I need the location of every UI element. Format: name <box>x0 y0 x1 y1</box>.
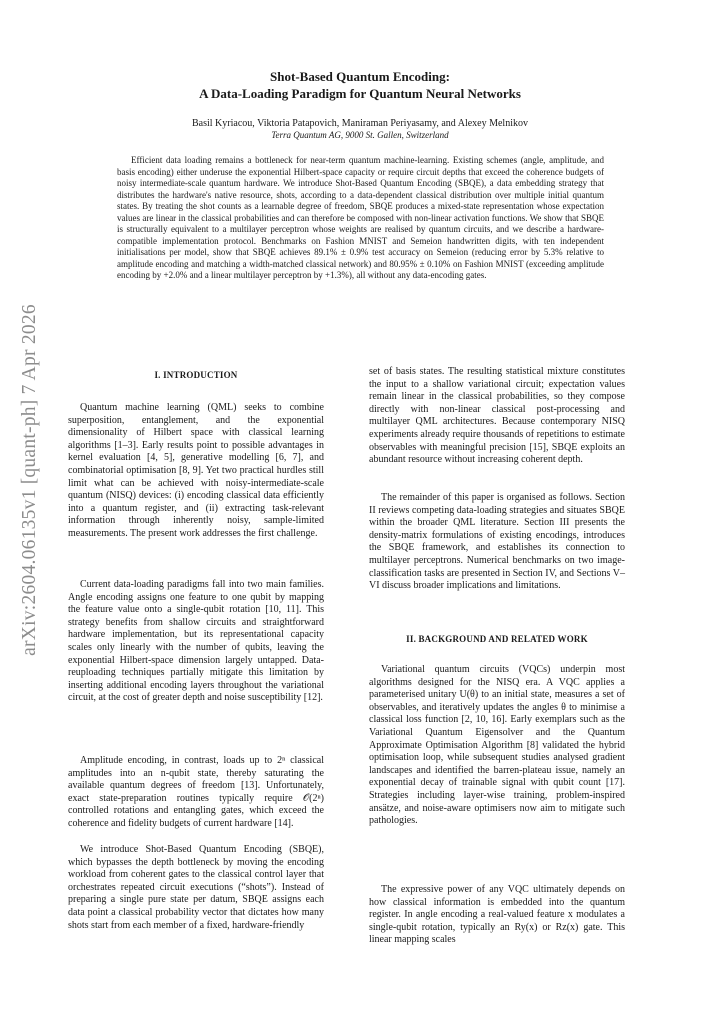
section-heading-background: II. BACKGROUND AND RELATED WORK <box>406 634 588 644</box>
abstract: Efficient data loading remains a bottleneck for near-term quantum machine-learning. Existing schemes (angle, amplitude, and basis encoding) either underuse the exponential Hilbert-space capacity or require circuit depths that exceed the coherence budgets of noisy intermediate-scale quantum hardware. We introduce Shot-Based Quantum Encoding (SBQE), a data embedding strategy that distributes the hardware's native resource, shots, according to a data-dependent classical distribution over multiple initial quantum states. By treating the shot counts as a learnable degree of freedom, SBQE produces a mixed-state representation whose expectation values are linear in the classical probabilities and can therefore be composed with non-linear activation functions. We show that SBQE is structurally equivalent to a multilayer perceptron whose weights are realised by quantum circuits, and we describe a hardware-compatible implementation protocol. Benchmarks on Fashion MNIST and Semeion handwritten digits, with ten independent initialisations per model, show that SBQE achieves 89.1% ± 0.9% test accuracy on Semeion (reducing error by 5.3% relative to amplitude encoding and matching a width-matched classical network) and 80.95% ± 0.10% on Fashion MNIST (exceeding amplitude encoding by +2.0% and a linear multilayer perceptron by +1.3%), all without any data-encoding gates. <box>117 155 604 281</box>
background-paragraph-1: Variational quantum circuits (VQCs) underpin most algorithms designed for the NISQ era. A VQC applies a parameterised unitary U(θ) to an initial state, measures a set of observables, and iteratively updates the angles θ to minimise a classical loss function [2, 10, 16]. Early exemplars such as the Variational Quantum Eigensolver and the Quantum Approximate Optimisation Algorithm [8] validated the hybrid optimisation loop, while subsequent studies analysed gradient landscapes and identified the barren-plateau issue, namely an exponential decay of trainable signal with qubit count [17]. Strategies including layer-wise training, problem-inspired ansätze, and noise-aware optimisers now aim to mitigate such pathologies. <box>369 664 625 827</box>
author-list: Basil Kyriacou, Viktoria Patapovich, Maniraman Periyasamy, and Alexey Melnikov <box>192 118 528 129</box>
arxiv-identifier-stamp <box>18 290 42 670</box>
title-line-2: A Data-Loading Paradigm for Quantum Neural Networks <box>199 86 521 101</box>
arxiv-identifier-text: arXiv:2604.06135v1 [quant-ph] 7 Apr 2026 <box>19 304 40 656</box>
intro-paragraph-2: Current data-loading paradigms fall into two main families. Angle encoding assigns one feature to one qubit by mapping the feature value onto a single-qubit rotation [10, 11]. This strategy benefits from shallow circuits and straightforward hardware implementation, but its representational capacity scales only linearly with the number of qubits, leaving the exponential Hilbert-space dimension largely untapped. Data-reuploading techniques partially mitigate this limitation by inserting additional encoding layers throughout the variational circuit, at the cost of greater depth and noise susceptibility [12]. <box>68 579 324 704</box>
section-heading-introduction: I. INTRODUCTION <box>154 370 238 380</box>
right-column <box>369 0 625 1019</box>
background-paragraph-2: The expressive power of any VQC ultimately depends on how classical information is embedded into the quantum register. In angle encoding a real-valued feature x modulates a single-qubit rotation, typically an Ry(x) or Rz(x) gate. This linear mapping scales <box>369 884 625 946</box>
intro-paragraph-4: We introduce Shot-Based Quantum Encoding (SBQE), which bypasses the depth bottleneck by moving the encoding workload from coherent gates to the classical control layer that orchestrates repeated circuit executions (“shots”). Instead of preparing a single pure state per datum, SBQE assigns each data point a classical probability vector that dictates how many shots start from each member of a fixed, hardware-friendly <box>68 844 324 931</box>
left-column <box>68 0 324 1019</box>
title-line-1: Shot-Based Quantum Encoding: <box>270 69 450 84</box>
intro-paragraph-4-continued: set of basis states. The resulting statistical mixture constitutes the input to a shallow variational circuit; expectation values remain linear in the classical probabilities, so they compose directly with non-linear classical post-processing and multilayer QML architectures. Because contemporary NISQ experiments already require thousands of repetitions to estimate observables with meaningful precision [15], SBQE exploits an abundant resource without increasing coherent depth. <box>369 366 625 466</box>
intro-paragraph-5: The remainder of this paper is organised as follows. Section II reviews competing data-loading strategies and situates SBQE within the broader QML literature. Section III presents the density-matrix formulations of existing encodings, introduces the SBQE framework, and establishes its connection to multilayer perceptrons. Numerical benchmarks on two image-classification tasks are presented in Section IV, and Sections V–VI discuss broader implications and limitations. <box>369 492 625 592</box>
intro-paragraph-3: Amplitude encoding, in contrast, loads up to 2ⁿ classical amplitudes into an n-qubit state, thereby saturating the available quantum degrees of freedom [13]. Unfortunately, exact state-preparation routines typically require 𝒪(2ⁿ) controlled rotations and entangling gates, which exceed the coherence and fidelity budgets of current hardware [14]. <box>68 755 324 829</box>
intro-paragraph-1: Quantum machine learning (QML) seeks to combine superposition, entanglement, and the exponential dimensionality of Hilbert space with classical learning algorithms [1–3]. Early results point to possible advantages in kernel evaluation [4, 5], generative modelling [6, 7], and combinatorial optimisation [8, 9]. Yet two practical hurdles still limit what can be achieved with noisy-intermediate-scale quantum (NISQ) devices: (i) encoding classical data efficiently into a quantum register, and (ii) extracting task-relevant information through inherently noisy, sample-limited measurements. The present work addresses the first challenge. <box>68 402 324 539</box>
affiliation: Terra Quantum AG, 9000 St. Gallen, Switzerland <box>271 130 449 140</box>
